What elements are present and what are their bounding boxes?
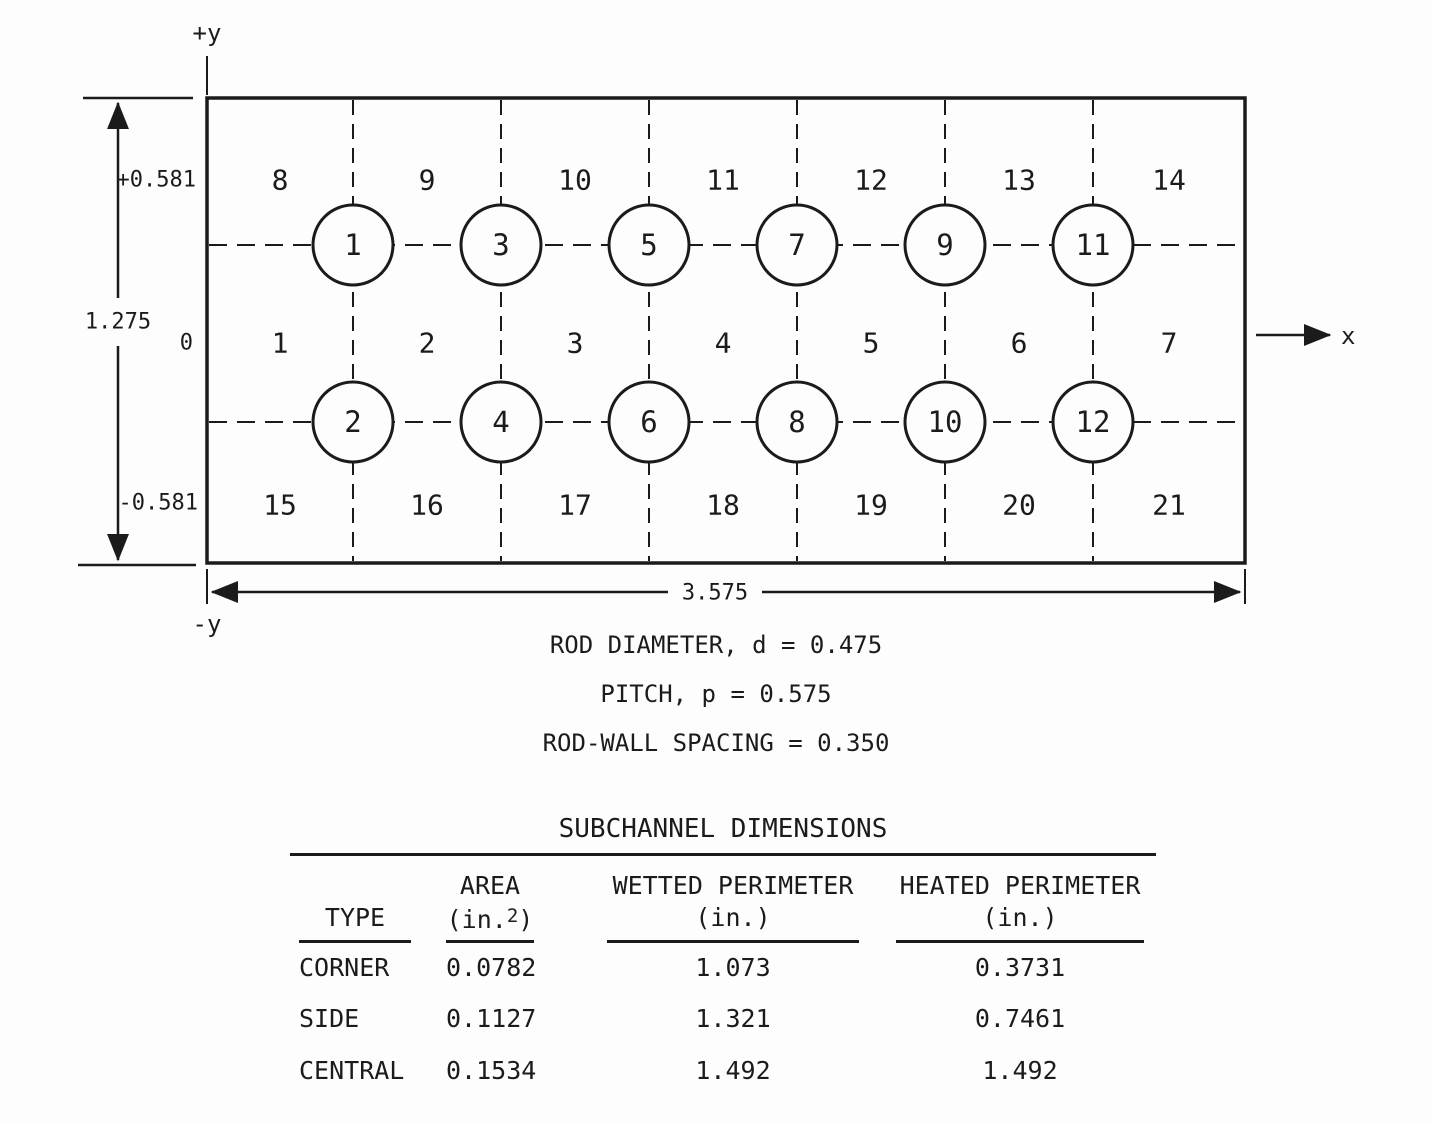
height-dimension-label: 1.275 [84, 309, 152, 335]
subchannel-number: 12 [854, 163, 888, 197]
heated-header-rule [896, 940, 1144, 943]
table-title: SUBCHANNEL DIMENSIONS [558, 814, 888, 844]
area-unit-superscript: 2 [506, 905, 519, 927]
cell-wetted: 1.321 [695, 1004, 771, 1033]
cell-area: 0.0782 [446, 953, 537, 982]
header-area-line1: AREA [459, 871, 521, 900]
header-heated-line1: HEATED PERIMETER [899, 871, 1141, 900]
table-top-rule [290, 853, 1156, 856]
subchannel-number: 5 [862, 326, 880, 360]
subchannel-number: 19 [854, 488, 888, 522]
header-wetted-line2: (in.) [695, 903, 771, 932]
rod-number: 7 [788, 228, 806, 262]
subchannel-number: 15 [263, 488, 297, 522]
subchannel-number: 1 [271, 326, 289, 360]
cell-heated: 0.7461 [974, 1004, 1066, 1033]
rod-number: 2 [344, 405, 362, 439]
subchannel-number: 10 [558, 163, 592, 197]
plus-y-axis-label: +y [192, 19, 222, 47]
rod-number: 1 [344, 228, 362, 262]
subchannel-number: 7 [1160, 326, 1178, 360]
minus-y-axis-label: -y [192, 610, 222, 638]
subchannel-number: 11 [706, 163, 740, 197]
area-unit-post: ) [518, 905, 534, 934]
subchannel-number: 20 [1002, 488, 1036, 522]
subchannel-number: 3 [566, 326, 584, 360]
cell-heated: 1.492 [982, 1056, 1058, 1085]
subchannel-numbers-bottom [263, 489, 1186, 522]
subchannel-number: 14 [1152, 163, 1186, 197]
header-type: TYPE [324, 903, 386, 932]
rod-number: 11 [1075, 228, 1111, 262]
cell-wetted: 1.492 [695, 1056, 771, 1085]
rod-number: 10 [927, 405, 963, 439]
subchannel-number: 16 [410, 488, 444, 522]
rod-number: 4 [492, 405, 510, 439]
cell-type: CORNER [299, 953, 390, 982]
cell-type: SIDE [299, 1004, 360, 1033]
rod-number: 5 [640, 228, 658, 262]
rod-number: 12 [1075, 405, 1111, 439]
area-header-rule [446, 940, 534, 943]
header-heated-line2: (in.) [982, 903, 1058, 932]
header-wetted-line1: WETTED PERIMETER [612, 871, 854, 900]
rod-number: 6 [640, 405, 658, 439]
subchannel-number: 17 [558, 488, 592, 522]
subchannel-number: 6 [1010, 326, 1028, 360]
cell-wetted: 1.073 [695, 953, 771, 982]
x-axis-label: x [1341, 322, 1356, 350]
subchannel-numbers-middle [272, 327, 1178, 360]
y-coordinate-lower: -0.581 [118, 490, 198, 516]
rod-number: 8 [788, 405, 806, 439]
rod-wall-spacing-note: ROD-WALL SPACING = 0.350 [542, 729, 890, 757]
subchannel-number: 9 [418, 163, 436, 197]
subchannel-numbers-top [272, 164, 1186, 197]
cell-type: CENTRAL [299, 1056, 405, 1085]
subchannel-number: 18 [706, 488, 740, 522]
width-dimension-label: 3.575 [681, 580, 749, 606]
header-area-unit [446, 903, 534, 933]
rod-number: 3 [492, 228, 510, 262]
cell-heated: 0.3731 [974, 953, 1066, 982]
subchannel-number: 4 [714, 326, 732, 360]
subchannel-number: 8 [271, 163, 289, 197]
parameter-notes [0, 632, 1432, 756]
rod-number: 9 [936, 228, 954, 262]
pitch-note: PITCH, p = 0.575 [600, 680, 832, 708]
subchannel-number: 13 [1002, 163, 1036, 197]
subchannel-number: 21 [1152, 488, 1186, 522]
y-coordinate-zero: 0 [179, 330, 193, 356]
cell-area: 0.1534 [446, 1056, 537, 1085]
area-unit-pre: (in. [446, 905, 507, 934]
cell-area: 0.1127 [446, 1004, 537, 1033]
rod-diameter-note: ROD DIAMETER, d = 0.475 [549, 631, 883, 659]
y-coordinate-upper: +0.581 [116, 167, 196, 193]
type-header-rule [299, 940, 411, 943]
wetted-header-rule [607, 940, 859, 943]
subchannel-number: 2 [418, 326, 436, 360]
